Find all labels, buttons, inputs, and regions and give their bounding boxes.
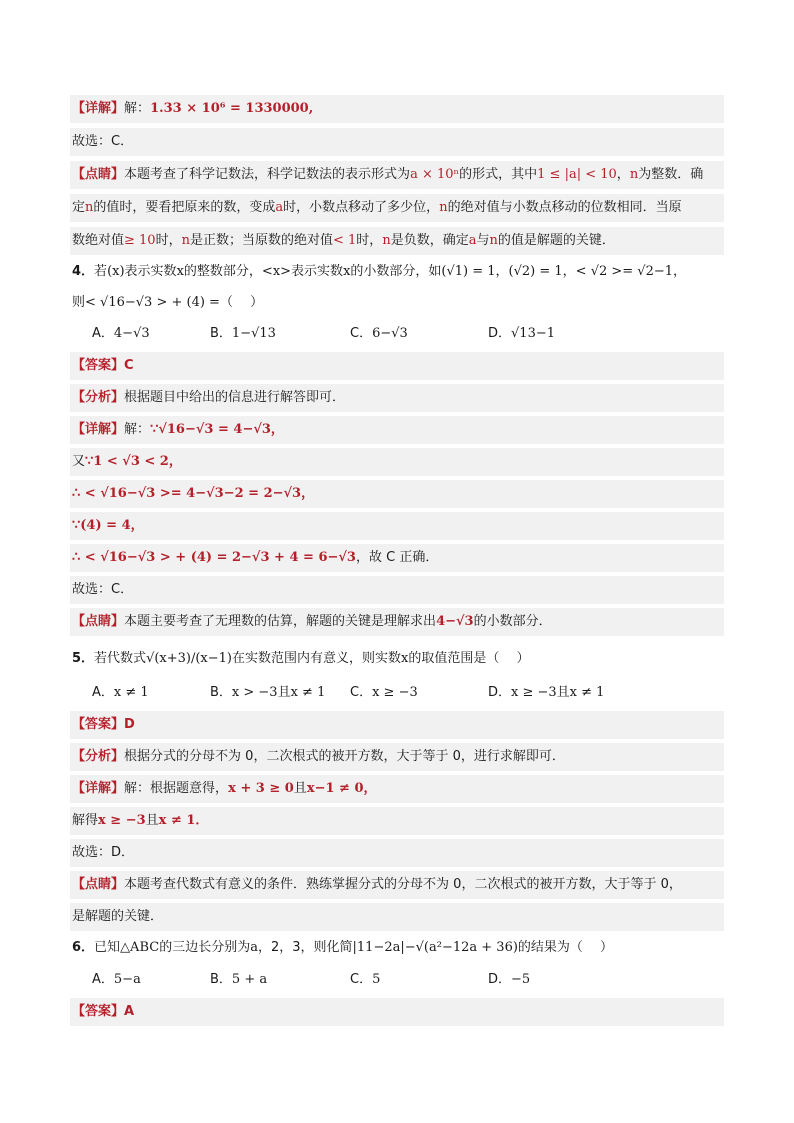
option-value: √13−1 [511,326,556,341]
section-tag: 【 详解 】 [72,101,124,116]
text-line-l11 [70,448,724,476]
option-value: x ≠ 1 [113,685,149,700]
section-tag: 【 详解 】 [72,422,124,437]
text-span: n [382,233,391,248]
text-span: 本题考查代数式有意义的条件．熟练掌握分式的分母不为 0，二次根式的被开方数，大于等于 0， [124,877,682,892]
option-letter: A． [92,972,114,987]
text-span: ，故 C 正确． [355,550,439,565]
text-line-l24 [70,903,724,931]
text-span: √(x+3)/(x−1) [146,651,233,666]
text-line-l21 [70,807,724,835]
text-line-l15 [70,576,724,604]
text-span: 解得 [72,813,99,828]
text-span: 4−√3 [436,614,474,629]
text-span: x−1 ≠ 0， [306,781,377,796]
text-span: 为整数．确 [638,167,704,182]
section-tag: 【 答案 】 [72,1004,124,1019]
text-line-l12 [70,480,724,508]
text-line-l8 [70,352,724,380]
text-span: 解： [124,101,151,116]
text-span: 6． [72,940,95,955]
section-tag: 【 点睛 】 [72,167,124,182]
text-line-l18 [70,711,724,739]
text-span: 的整数部分， [183,264,262,279]
option-q4-2 [350,320,408,348]
text-span: 表示实数 [291,264,344,279]
section-tag: 【 详解 】 [72,781,124,796]
text-span: （ ） [219,295,264,310]
option-letter: D． [488,685,512,700]
option-letter: D． [488,972,512,987]
option-q6-2 [350,966,380,994]
section-tag: 【 答案 】 [72,358,124,373]
text-span: 本题考查了科学记数法，科学记数法的表示形式为 [124,167,411,182]
text-span: x [401,651,409,666]
text-span: 故选：D． [72,845,135,860]
option-letter: A． [92,685,114,700]
section-tag: 【 分析 】 [72,390,124,405]
text-line-l2 [70,128,724,156]
option-value: −5 [511,972,531,987]
text-span: ≥ 10 [124,233,156,248]
option-q6-3 [488,966,530,994]
text-span: 的三边长分别为 [159,940,251,955]
text-span: x ≥ −3 [98,813,146,828]
text-span: 4． [72,264,95,279]
option-value: 5−a [113,972,141,987]
text-line-l6 [70,258,724,286]
text-span: <x> [261,264,292,279]
text-line-l25 [70,934,724,962]
text-span: 表示实数 [124,264,177,279]
text-line-l20 [70,775,724,803]
text-span: 时，小数点移动了多少位， [283,200,440,215]
text-line-l1 [70,95,724,123]
text-span: 又 [72,454,86,469]
text-span: x + 3 ≥ 0 [228,781,294,796]
text-span: 1.33 × 10⁶ = 1330000, [150,101,314,116]
text-span: |11−2a|−√(a²−12a + 36) [352,940,518,955]
options-q4 [70,320,724,348]
text-span: x ≠ 1． [158,813,209,828]
text-span: 的值时，要看把原来的数，变成 [93,200,276,215]
text-span: x [176,264,184,279]
text-span: 根据分式的分母不为 0，二次根式的被开方数，大于等于 0，进行求解即可． [124,749,565,764]
option-letter: B． [210,972,232,987]
options-q6 [70,966,724,994]
option-value: x ≥ −3 [372,685,418,700]
option-value: 5 + a [231,972,268,987]
text-line-l23 [70,871,724,899]
text-span: ∵√16−√3 = 4−√3， [150,422,284,437]
option-q5-0 [92,679,149,707]
text-line-l26 [70,998,724,1026]
text-span: 数绝对值 [72,233,125,248]
text-line-l3 [70,161,724,189]
text-line-l4 [70,194,724,222]
text-span: 是负数，确定 [390,233,469,248]
option-letter: C． [350,326,373,341]
text-line-l9 [70,384,724,412]
text-span: 则 [72,295,86,310]
text-span: 是正数；当原数的绝对值 [189,233,333,248]
text-line-l10 [70,416,724,444]
text-span: 解： [124,422,151,437]
text-span: ， [616,167,630,182]
text-span: 且 [145,813,159,828]
text-span: ∴ < √16−√3 > + (4) = 2−√3 + 4 = 6−√3 [72,550,356,565]
text-span: 与 [476,233,490,248]
text-span: 若代数式 [94,651,147,666]
option-letter: C． [350,972,373,987]
text-span: 的结果为（ ） [517,940,614,955]
text-span: a [250,940,258,955]
text-span: x [343,264,351,279]
text-span: 的绝对值与小数点移动的位数相同．当原 [447,200,682,215]
text-span: ∵1 < √3 < 2， [85,454,182,469]
text-span: 在实数范围内有意义，则实数 [232,651,402,666]
text-span: 若 [94,264,108,279]
option-q6-0 [92,966,141,994]
text-span: △ABC [120,940,160,955]
section-tag: 【 分析 】 [72,749,124,764]
option-value: x > −3且x ≠ 1 [231,685,326,700]
section-tag: 【 答案 】 [72,717,124,732]
text-span: 时， [155,233,182,248]
text-span: 故选：C． [72,582,134,597]
text-span: 解：根据题意得， [124,781,229,796]
text-span: a [468,233,477,248]
text-span: 定 [72,200,86,215]
text-span: 时， [356,233,383,248]
text-span: < √16−√3 > + (4) = [85,295,220,310]
text-span: 故选：C． [72,134,134,149]
text-span: ，2，3，则化简 [257,940,353,955]
text-span: ∴ < √16−√3 >= 4−√3−2 = 2−√3， [72,486,315,501]
option-q6-1 [210,966,267,994]
text-span: C [124,358,134,373]
text-span: 1 ≤ |a| < 10 [537,167,617,182]
text-line-l19 [70,743,724,771]
text-span: n [489,233,498,248]
text-span: 的小数部分，如 [350,264,442,279]
text-span: 的小数部分． [473,614,552,629]
text-span: 且 [293,781,307,796]
text-span: n [85,200,94,215]
option-q5-3 [488,679,604,707]
options-q5 [70,679,724,707]
text-span: D [124,717,135,732]
text-span: a × 10ⁿ [410,167,460,182]
text-line-l17 [70,645,724,673]
text-span: n [629,167,639,182]
text-span: 的值是解题的关键． [497,233,615,248]
text-span: ∵(4) = 4， [72,518,144,533]
option-q5-2 [350,679,418,707]
option-letter: D． [488,326,512,341]
text-span: < 1 [333,233,357,248]
text-span: a [275,200,284,215]
text-span: (x) [107,264,125,279]
text-span: 已知 [94,940,121,955]
option-letter: B． [210,326,232,341]
text-span: A [124,1004,135,1019]
text-span: 本题主要考查了无理数的估算，解题的关键是理解求出 [124,614,437,629]
option-q4-1 [210,320,276,348]
option-q4-0 [92,320,150,348]
option-letter: B． [210,685,232,700]
text-span: n [181,233,190,248]
text-span: 5． [72,651,95,666]
text-line-l16 [70,608,724,636]
text-line-l7 [70,289,724,317]
text-span: 是解题的关键． [72,909,164,924]
option-value: 1−√13 [231,326,276,341]
option-value: 6−√3 [372,326,408,341]
text-span: n [439,200,448,215]
text-line-l13 [70,512,724,540]
option-value: 4−√3 [113,326,150,341]
option-letter: C． [350,685,373,700]
text-line-l14 [70,544,724,572]
option-value: x ≥ −3且x ≠ 1 [511,685,605,700]
text-span: 根据题目中给出的信息进行解答即可． [124,390,346,405]
text-span: 的形式，其中 [459,167,538,182]
text-line-l5 [70,227,724,255]
text-span: (√1) = 1，(√2) = 1，< √2 >= √2−1， [441,264,687,279]
option-value: 5 [372,972,381,987]
text-line-l22 [70,839,724,867]
text-span: 的取值范围是（ ） [408,651,530,666]
option-q4-3 [488,320,555,348]
option-q5-1 [210,679,325,707]
section-tag: 【 点睛 】 [72,614,124,629]
option-letter: A． [92,326,114,341]
section-tag: 【 点睛 】 [72,877,124,892]
